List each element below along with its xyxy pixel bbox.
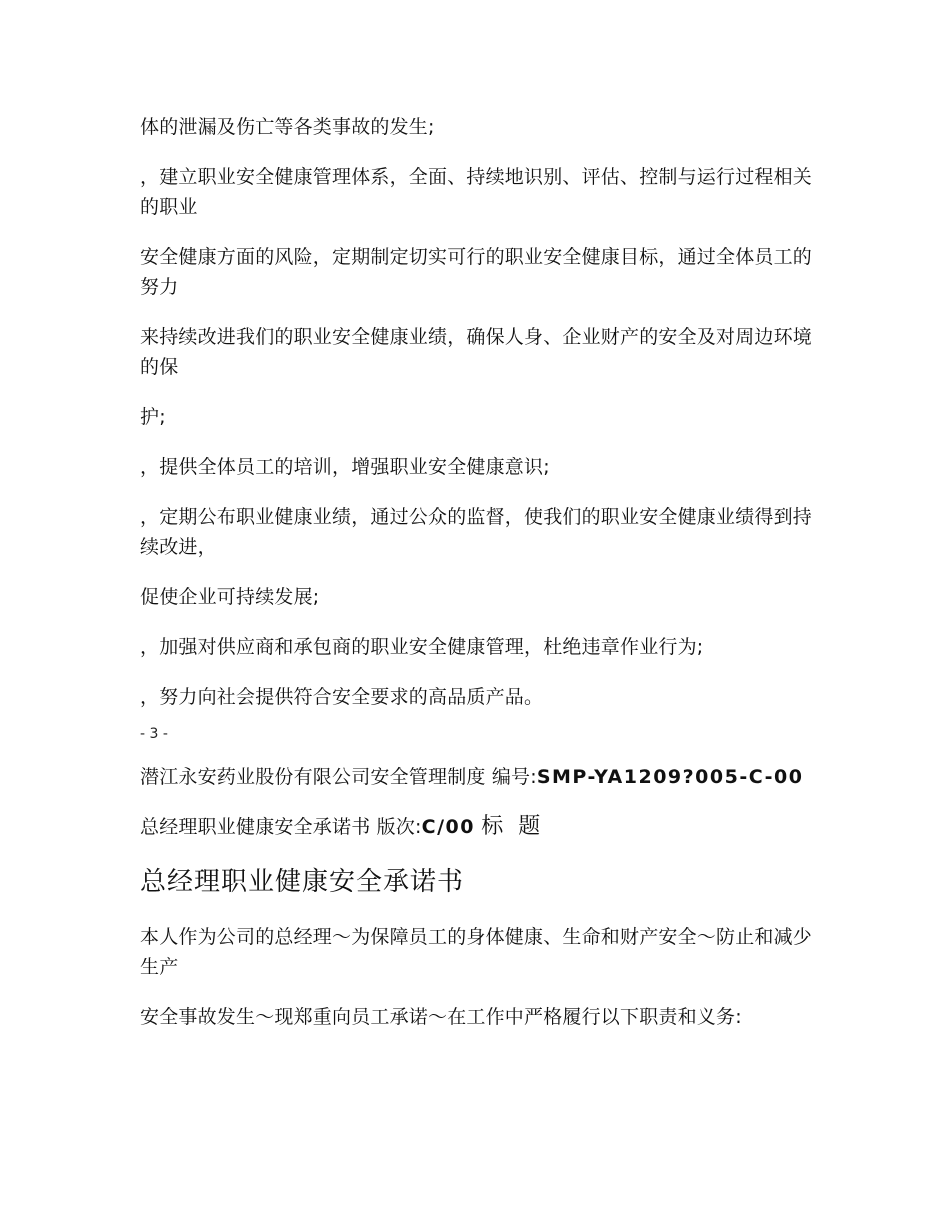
paragraph: ，建立职业安全健康管理体系，全面、持续地识别、评估、控制与运行过程相关的职业: [140, 166, 813, 218]
paragraph: 安全事故发生～现郑重向员工承诺～在工作中严格履行以下职责和义务:: [140, 1006, 742, 1028]
company-name: 潜江永安药业股份有限公司安全管理制度 编号:: [140, 766, 537, 788]
document-name: 总经理职业健康安全承诺书 版次:: [140, 816, 422, 838]
paragraph: ，定期公布职业健康业绩，通过公众的监督，使我们的职业安全健康业绩得到持续改进，: [140, 506, 813, 558]
document-body: [140, 112, 815, 1052]
document-code: SMP-YA1209?005-C-00: [536, 766, 804, 788]
paragraph: ，努力向社会提供符合安全要求的高品质产品。: [140, 686, 544, 708]
document-heading: 总经理职业健康安全承诺书: [140, 867, 465, 897]
paragraph: ，加强对供应商和承包商的职业安全健康管理，杜绝违章作业行为;: [140, 636, 704, 658]
paragraph: 本人作为公司的总经理～为保障员工的身体健康、生命和财产安全～防止和减少生产: [140, 926, 813, 978]
paragraph: 体的泄漏及伤亡等各类事故的发生;: [140, 116, 435, 138]
paragraph: 来持续改进我们的职业安全健康业绩，确保人身、企业财产的安全及对周边环境的保: [140, 326, 813, 378]
doc-header-company-line: [140, 762, 815, 792]
paragraph: ，提供全体员工的培训，增强职业安全健康意识;: [140, 456, 550, 478]
paragraph: 护;: [140, 406, 166, 428]
version-code: C/00: [421, 816, 475, 838]
doc-header-version-line: [140, 812, 815, 842]
page-number: - 3 -: [140, 726, 168, 742]
paragraph: 促使企业可持续发展;: [140, 586, 320, 608]
paragraph: 安全健康方面的风险，定期制定切实可行的职业安全健康目标，通过全体员工的努力: [140, 246, 813, 298]
title-label: 标 题: [481, 814, 545, 839]
